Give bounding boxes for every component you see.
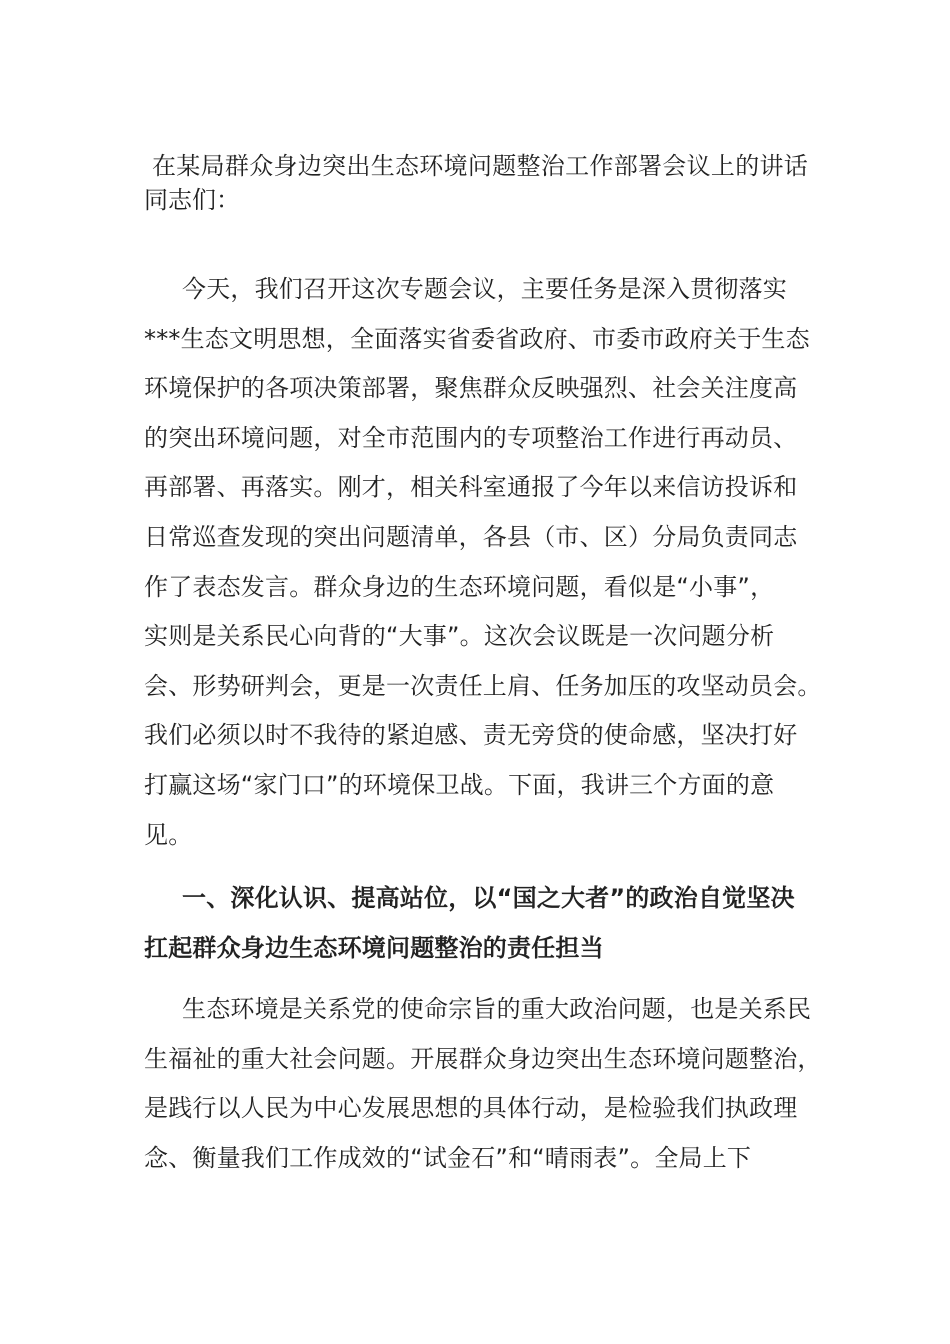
- document-title: 在某局群众身边突出生态环境问题整治工作部署会议上的讲话: [152, 152, 809, 180]
- paragraph-section-1: [144, 985, 844, 1183]
- text-line: 今天，我们召开这次专题会议，主要任务是深入贯彻落实: [182, 275, 787, 303]
- text-line: 见。: [144, 820, 193, 849]
- text-line: 生态环境是关系党的使命宗旨的重大政治问题，也是关系民: [182, 995, 812, 1023]
- text-line: 环境保护的各项决策部署，聚焦群众反映强烈、社会关注度高: [144, 374, 798, 403]
- text-line: 会、形势研判会，更是一次责任上肩、任务加压的攻坚动员会。: [144, 671, 822, 700]
- text-line: 我们必须以时不我待的紧迫感、责无旁贷的使命感，坚决打好: [144, 721, 798, 750]
- text-line: 日常巡查发现的突出问题清单，各县（市、区）分局负责同志: [144, 522, 798, 551]
- text-line: 念、衡量我们工作成效的“试金石”和“晴雨表”。全局上下: [144, 1143, 752, 1172]
- section-heading-1: [144, 873, 844, 973]
- greeting: 同志们：: [144, 186, 240, 214]
- heading-line: 扛起群众身边生态环境问题整治的责任担当: [144, 934, 604, 962]
- text-line: 打赢这场“家门口”的环境保卫战。下面，我讲三个方面的意: [144, 770, 775, 799]
- heading-line: 一、深化认识、提高站位，以“国之大者”的政治自觉坚决: [182, 884, 795, 912]
- text-line: 作了表态发言。群众身边的生态环境问题，看似是“小事”，: [144, 572, 775, 601]
- text-line: ***生态文明思想，全面落实省委省政府、市委市政府关于生态: [144, 324, 810, 353]
- text-line: 再部署、再落实。刚才，相关科室通报了今年以来信访投诉和: [144, 473, 798, 502]
- text-line: 是践行以人民为中心发展思想的具体行动，是检验我们执政理: [144, 1094, 798, 1123]
- text-line: 的突出环境问题，对全市范围内的专项整治工作进行再动员、: [144, 423, 798, 452]
- text-line: 实则是关系民心向背的“大事”。这次会议既是一次问题分析: [144, 622, 775, 651]
- paragraph-intro: [144, 265, 844, 860]
- text-line: 生福祉的重大社会问题。开展群众身边突出生态环境问题整治，: [144, 1044, 822, 1073]
